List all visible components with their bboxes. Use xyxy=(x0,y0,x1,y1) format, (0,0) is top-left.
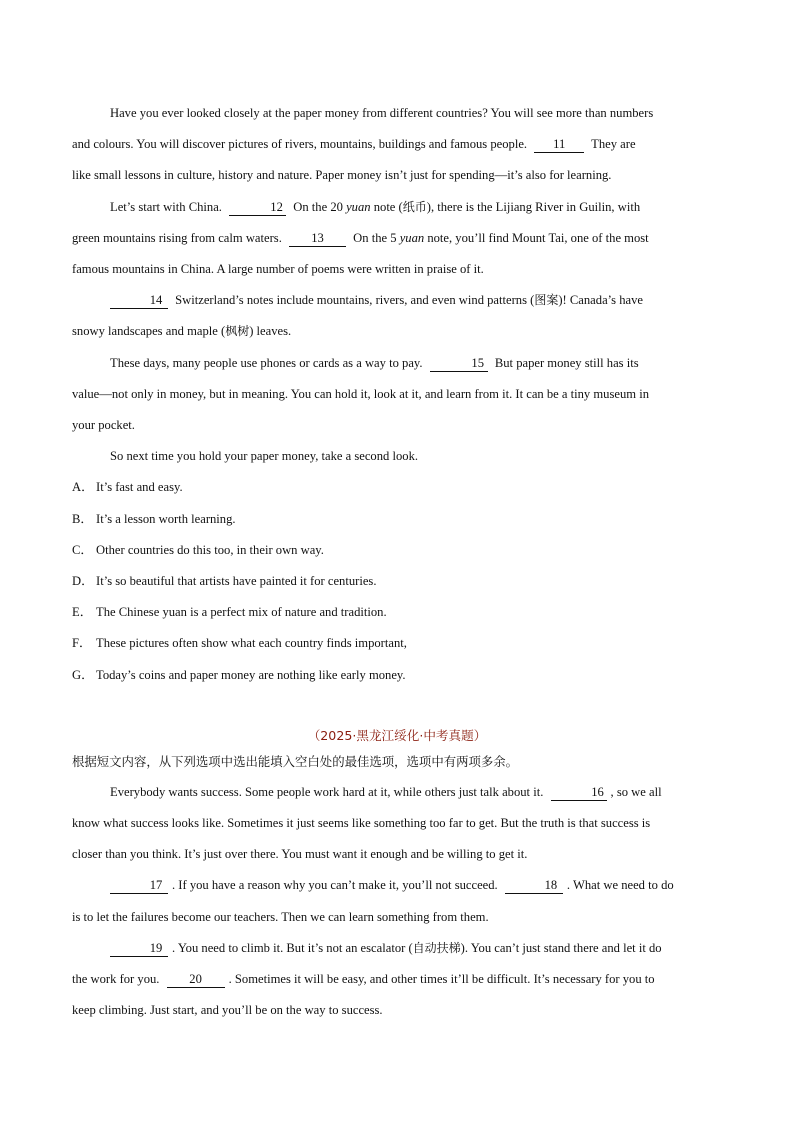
text: Let’s start with China. xyxy=(110,199,222,214)
options-list xyxy=(72,472,722,690)
blank-16[interactable]: 16 xyxy=(551,784,607,801)
option-text: Other countries do this too, in their own way. xyxy=(96,542,324,557)
blank-12[interactable]: 12 xyxy=(229,199,286,216)
paragraph-line xyxy=(72,379,722,410)
text: Have you ever looked closely at the paper money from different countries? You will see more than numbers xyxy=(110,106,654,120)
text: green mountains rising from calm waters. xyxy=(72,230,282,245)
paragraph-line xyxy=(72,995,722,1026)
blank-11[interactable]: 11 xyxy=(534,136,584,153)
paragraph-line xyxy=(72,98,722,129)
option-letter: E． xyxy=(72,605,93,620)
option-letter: C． xyxy=(72,542,93,557)
paragraph-line xyxy=(72,254,722,285)
option-text: These pictures often show what each country finds important, xyxy=(96,636,407,651)
option-letter: F． xyxy=(72,636,92,651)
paragraph-line xyxy=(72,129,722,160)
option-text: Today’s coins and paper money are nothing like early money. xyxy=(96,667,406,682)
option-letter: G． xyxy=(72,667,94,682)
text: Switzerland’s notes include mountains, rivers, and even wind patterns ( xyxy=(175,293,535,308)
text: value—not only in money, but in meaning. You can hold it, look at it, and learn from it. It can be a tiny museum in xyxy=(72,386,649,401)
text: the work for you. xyxy=(72,972,160,987)
paragraph-line xyxy=(72,777,722,808)
option-g[interactable] xyxy=(72,660,722,691)
text: . What we need to do xyxy=(566,878,674,893)
paragraph-line xyxy=(72,808,722,839)
text: . If you have a reason why you can’t make it, you’ll not succeed. xyxy=(172,878,498,893)
chinese-gloss: 图案 xyxy=(534,293,559,308)
option-text: The Chinese yuan is a perfect mix of nature and tradition. xyxy=(96,605,387,620)
text: ), there is the Lijiang River in Guilin, with xyxy=(426,199,641,214)
paragraph-line xyxy=(72,870,722,901)
blank-14[interactable]: 14 xyxy=(110,292,168,309)
option-text: It’s fast and easy. xyxy=(96,480,183,495)
blank-20[interactable]: 20 xyxy=(167,971,225,988)
option-c[interactable] xyxy=(72,535,722,566)
paragraph-line xyxy=(72,902,722,933)
chinese-gloss: 自动扶梯 xyxy=(412,940,461,955)
text: your pocket. xyxy=(72,418,135,433)
paragraph-line xyxy=(72,192,722,223)
yuan-word: yuan xyxy=(346,199,371,214)
blank-19[interactable]: 19 xyxy=(110,940,168,957)
paragraph-line xyxy=(72,348,722,379)
text: famous mountains in China. A large number of poems were written in praise of it. xyxy=(72,262,484,277)
text: ). You can’t just stand there and let it do xyxy=(460,940,662,955)
option-b[interactable] xyxy=(72,504,722,535)
paragraph-line xyxy=(72,316,722,347)
text: These days, many people use phones or cards as a way to pay. xyxy=(110,355,423,370)
option-text: It’s a lesson worth learning. xyxy=(96,511,236,526)
text: and colours. You will discover pictures of rivers, mountains, buildings and famous people. xyxy=(72,137,528,152)
yuan-word: yuan xyxy=(399,230,425,245)
paragraph-line xyxy=(72,223,722,254)
option-e[interactable] xyxy=(72,597,722,628)
paragraph-line xyxy=(72,964,722,995)
text: is to let the failures become our teachers. Then we can learn something from them. xyxy=(72,909,489,924)
document-page xyxy=(72,98,722,1026)
instruction-text: 根据短文内容，从下列选项中选出能填入空白处的最佳选项，选项中有两项多余。 xyxy=(72,753,519,769)
blank-18[interactable]: 18 xyxy=(505,877,563,894)
blank-17[interactable]: 17 xyxy=(110,877,168,894)
text: know what success looks like. Sometimes it just seems like something too far to get. But the truth is that success is xyxy=(72,816,651,831)
text: Everybody wants success. Some people work hard at it, while others just talk about it. xyxy=(110,784,544,799)
question-source: （2025·黑龙江绥化·中考真题） xyxy=(307,727,487,743)
text: But paper money still has its xyxy=(494,355,639,370)
text: They are xyxy=(591,137,636,152)
text: )! Canada’s have xyxy=(558,293,643,308)
text: closer than you think. It’s just over there. You must want it enough and be willing to get it. xyxy=(72,847,528,862)
blank-13[interactable]: 13 xyxy=(289,230,346,247)
text: On the 20 xyxy=(293,199,343,214)
text: . Sometimes it will be easy, and other times it’ll be difficult. It’s necessary for you to xyxy=(228,972,655,987)
text: So next time you hold your paper money, take a second look. xyxy=(110,449,419,464)
text: note, you’ll find Mount Tai, one of the most xyxy=(427,230,649,245)
paragraph-line xyxy=(72,441,722,472)
chinese-gloss: 纸币 xyxy=(402,199,427,214)
text: keep climbing. Just start, and you’ll be on the way to success. xyxy=(72,1003,383,1018)
paragraph-line xyxy=(72,410,722,441)
paragraph-line xyxy=(72,160,722,191)
option-a[interactable] xyxy=(72,472,722,503)
text: . You need to climb it. But it’s not an escalator ( xyxy=(172,940,413,955)
text: , so we all xyxy=(610,784,662,799)
paragraph-line xyxy=(72,933,722,964)
option-letter: B． xyxy=(72,511,93,526)
text: ) leaves. xyxy=(249,324,292,339)
option-letter: D． xyxy=(72,574,94,589)
text: note ( xyxy=(373,199,403,214)
option-text: It’s so beautiful that artists have painted it for centuries. xyxy=(96,574,377,589)
chinese-gloss: 枫树 xyxy=(225,324,250,339)
paragraph-line xyxy=(72,285,722,316)
text: like small lessons in culture, history and nature. Paper money isn’t just for spending—it’s also for learning. xyxy=(72,168,612,183)
blank-15[interactable]: 15 xyxy=(430,355,488,372)
option-d[interactable] xyxy=(72,566,722,597)
option-letter: A． xyxy=(72,480,94,495)
text: snowy landscapes and maple ( xyxy=(72,324,226,339)
option-f[interactable] xyxy=(72,628,722,659)
paragraph-line xyxy=(72,839,722,870)
text: On the 5 xyxy=(353,230,397,245)
